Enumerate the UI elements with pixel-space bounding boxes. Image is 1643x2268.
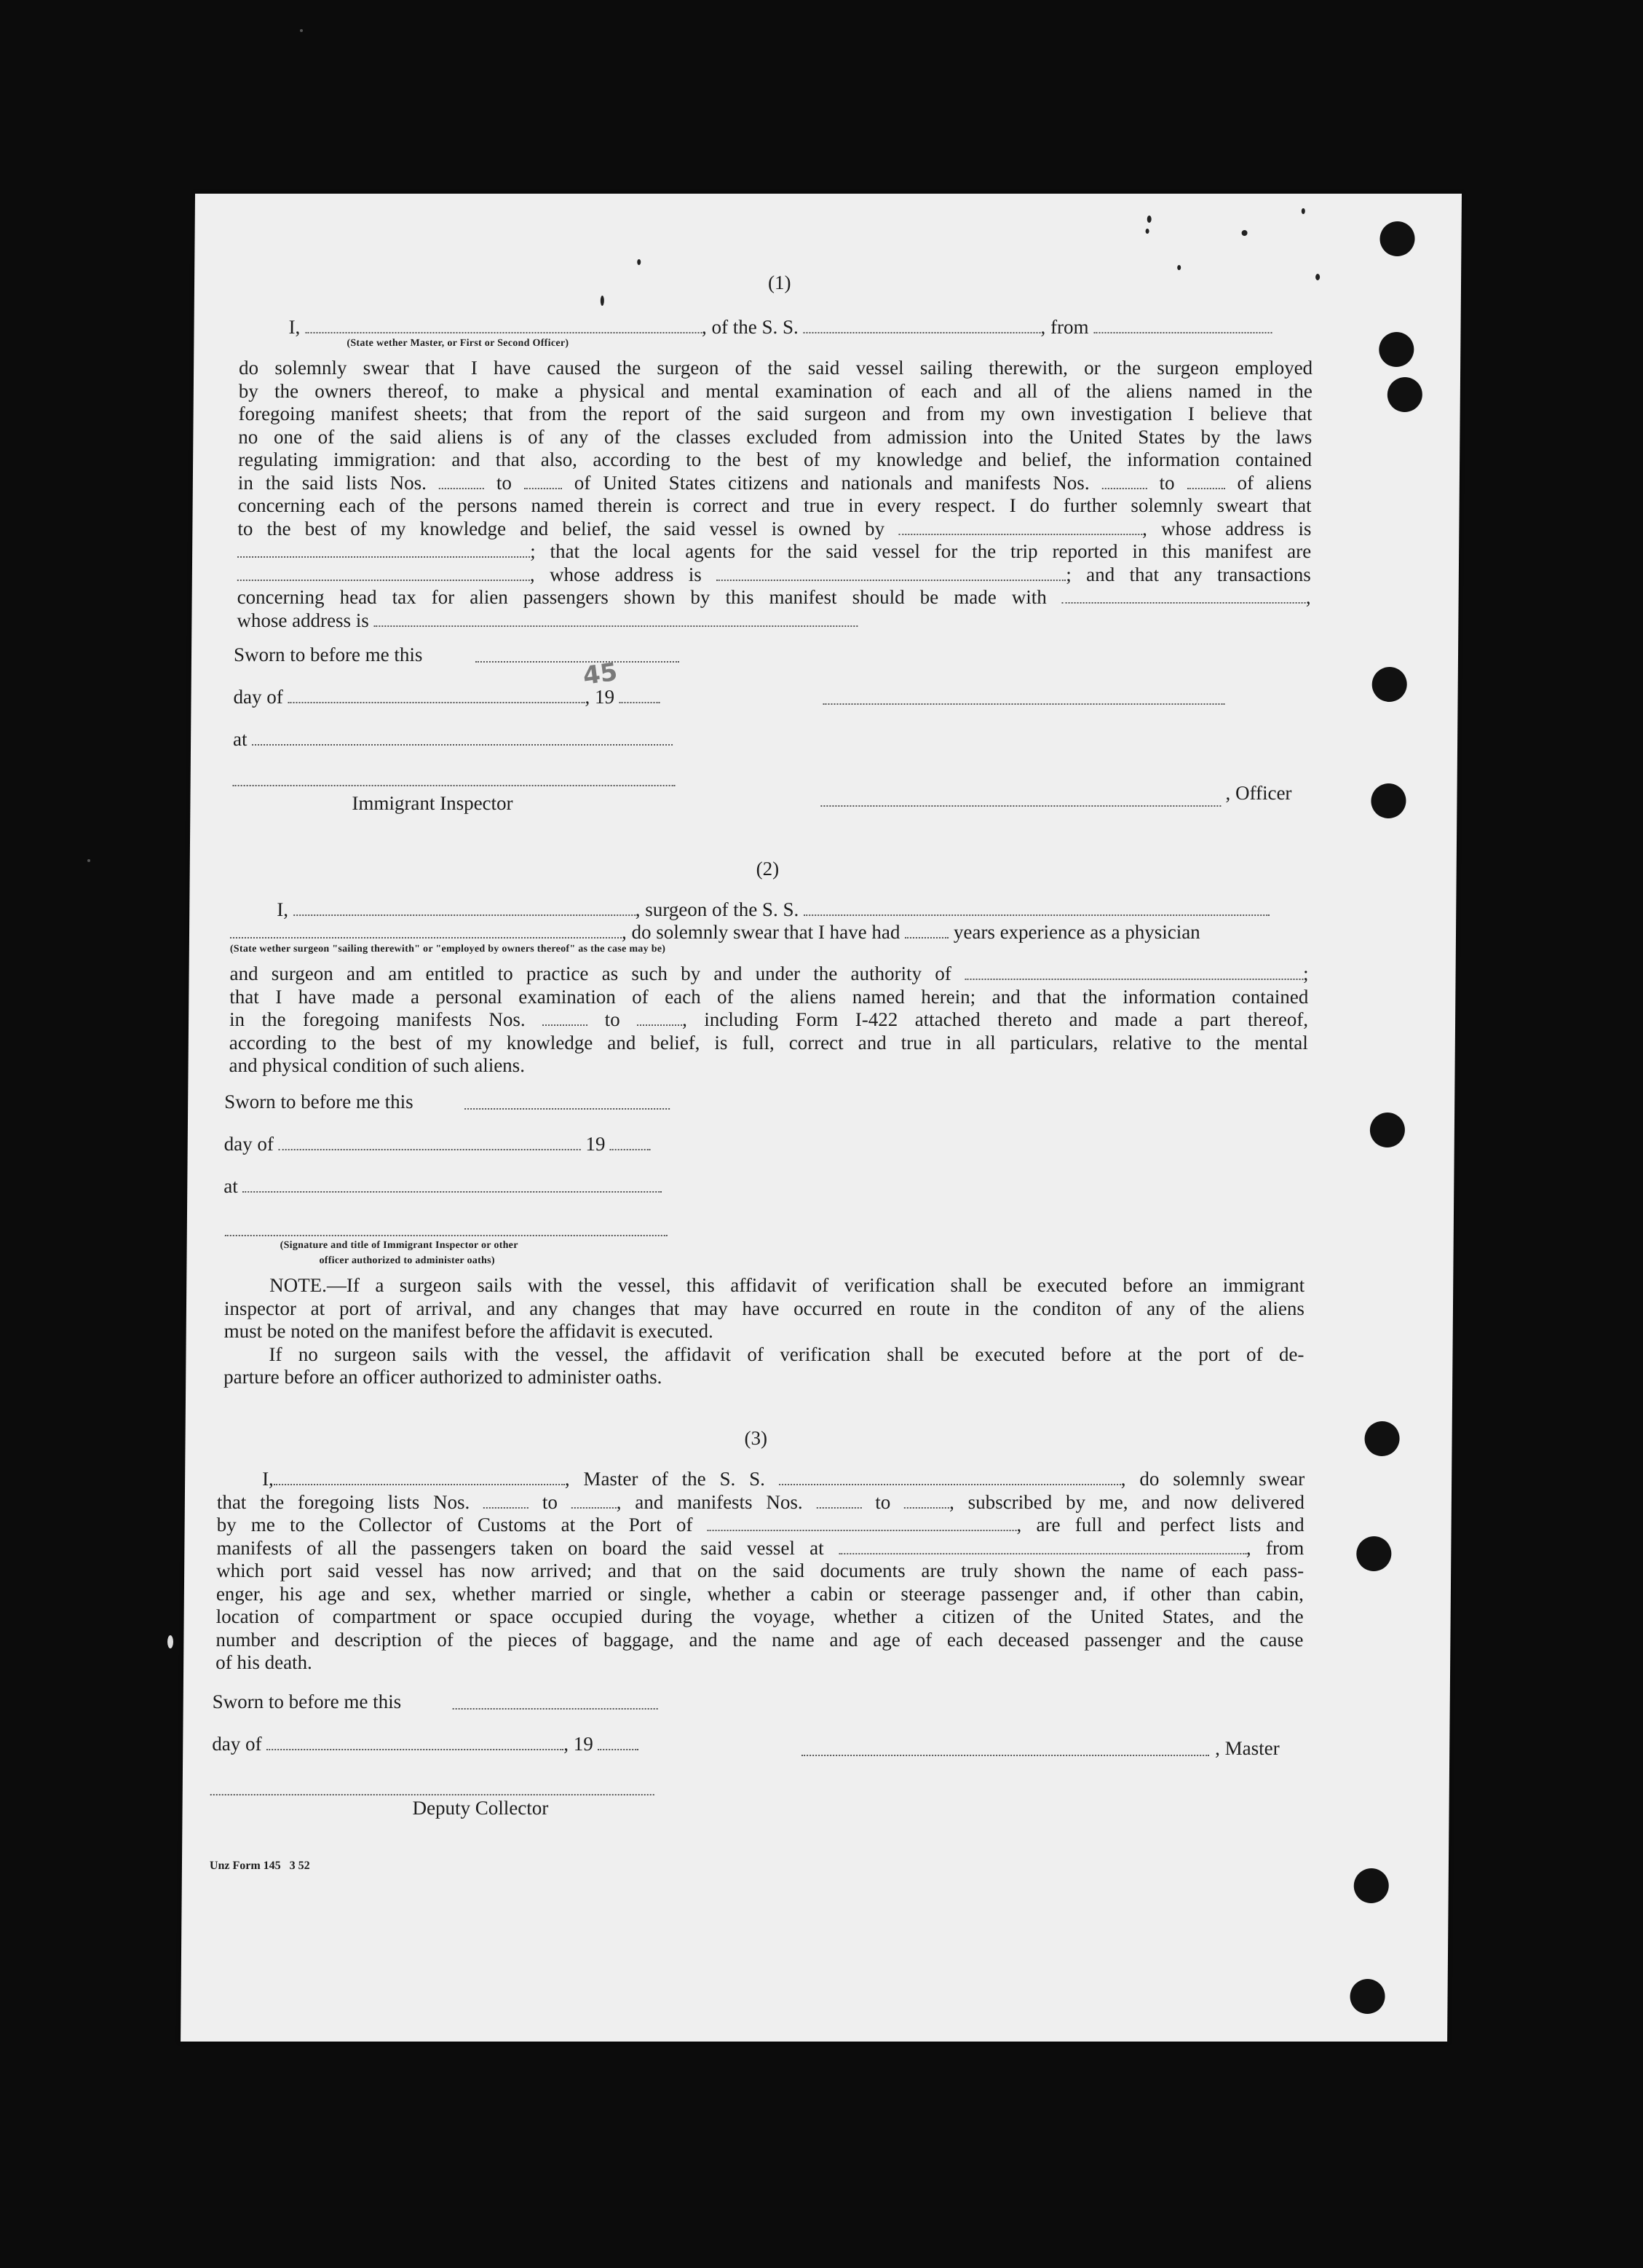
manifests-to-field-3[interactable]	[904, 1506, 949, 1509]
from-label: , from	[1040, 316, 1089, 338]
body-line	[229, 963, 1308, 986]
year-label: , 19	[563, 1733, 593, 1755]
head-tax-party-field[interactable]	[1062, 601, 1306, 604]
year-label: 19	[585, 1133, 606, 1155]
month-field-2[interactable]	[279, 1147, 581, 1150]
speck	[300, 29, 303, 32]
body-line	[237, 586, 1311, 609]
stamp-number: 45	[581, 657, 619, 692]
section-1-body	[237, 357, 1313, 632]
surgeon-of-label: , surgeon of the S. S.	[635, 898, 799, 920]
head-tax-address-field[interactable]	[374, 624, 858, 627]
master-label: , Master	[1215, 1737, 1280, 1759]
year-label: , 19	[585, 686, 615, 708]
master-of-label: , Master of the S. S.	[564, 1468, 766, 1490]
manifests-nos-label: in the foregoing manifests Nos.	[229, 1008, 526, 1030]
body-line: number and description of the pieces of baggage, and the name and age of each deceased passenger and the cause	[215, 1628, 1304, 1651]
i-label: I,	[288, 316, 301, 338]
years-experience-label: years experience as a physician	[953, 921, 1200, 943]
of-aliens-label: of aliens	[1237, 471, 1313, 494]
from-label: , from	[1246, 1536, 1304, 1559]
at-text: at	[232, 728, 248, 750]
month-field-1[interactable]	[288, 700, 585, 703]
embarkation-port-field[interactable]	[839, 1552, 1246, 1554]
place-field-1[interactable]	[252, 743, 673, 746]
inspector-signature-field-2[interactable]	[225, 1235, 668, 1236]
section-2-line-2	[230, 921, 1200, 944]
body-line	[217, 1491, 1304, 1514]
year-field-3[interactable]	[598, 1747, 638, 1750]
binder-hole	[1387, 377, 1422, 412]
manifests-from-field-3[interactable]	[816, 1506, 861, 1509]
to-label: to	[604, 1008, 620, 1030]
body-line: by the owners thereof, to make a physical and mental examination of each and all of the aliens named in the	[238, 379, 1313, 402]
manifest-from-field-2[interactable]	[542, 1023, 587, 1026]
body-line: which port said vessel has now arrived; and that on the said documents are truly shown the name of each pass-	[216, 1560, 1304, 1581]
citizens-manifests-label: of United States citizens and nationals and manifests Nos.	[574, 471, 1090, 494]
body-line: location of compartment or space occupied during the voyage, whether a citizen of the United States, and the	[215, 1605, 1304, 1627]
sworn-date-field-1[interactable]	[475, 661, 679, 663]
binder-hole	[1370, 1113, 1405, 1147]
body-line: regulating immigration: and that also, according to the best of my knowledge and belief, the information contained	[238, 449, 1313, 470]
binder-hole	[1364, 1421, 1399, 1456]
body-line: enger, his age and sex, whether married or single, whether a cabin or steerage passenger and, if other than cabin,	[215, 1582, 1304, 1605]
to-label: to	[875, 1490, 891, 1513]
local-agents-label: ; that the local agents for the said vessel for the trip reported in this manifest are	[530, 540, 1312, 562]
body-line	[237, 518, 1311, 541]
officer-label: , Officer	[1225, 782, 1292, 804]
officer-rank-field[interactable]	[305, 331, 702, 333]
sworn-label-2: Sworn to before me this	[224, 1091, 413, 1113]
agents-field[interactable]	[237, 578, 530, 581]
section-3-heading: (3)	[744, 1427, 768, 1449]
surgeon-status-note: (State wether surgeon "sailing therewith" or "employed by owners thereof" as the case may be)	[229, 944, 666, 955]
year-field-2[interactable]	[610, 1147, 651, 1150]
full-lists-label: , are full and perfect lists and	[1016, 1514, 1304, 1536]
to-label: to	[542, 1490, 558, 1513]
of-the-ss-label: , of the S. S.	[701, 316, 799, 338]
binder-hole	[1350, 1979, 1385, 2014]
sworn-date-field-3[interactable]	[453, 1708, 658, 1710]
lists-to-field[interactable]	[524, 486, 562, 489]
at-label-2	[223, 1175, 662, 1198]
sworn-date-field-2[interactable]	[464, 1108, 670, 1110]
day-of-text: day of	[212, 1733, 262, 1755]
note-line: NOTE.—If a surgeon sails with the vessel, this affidavit of verification shall be executed before an immigrant	[269, 1274, 1305, 1296]
speck	[601, 296, 604, 306]
subscribed-label: , subscribed by me, and now delivered	[949, 1490, 1305, 1513]
body-line: according to the best of my knowledge and belief, is full, correct and true in all particulars, relative to the mental	[229, 1031, 1308, 1054]
lists-nos-label: in the said lists Nos.	[237, 471, 427, 494]
month-field-3[interactable]	[266, 1747, 563, 1750]
body-line	[237, 540, 1311, 564]
speck	[1147, 216, 1152, 223]
owner-address-field[interactable]	[237, 555, 530, 558]
speck	[1177, 265, 1181, 270]
head-tax-label: concerning head tax for alien passengers shown by this manifest should be made with	[237, 586, 1047, 608]
comma: ,	[1305, 586, 1311, 608]
i-label: I,	[277, 898, 289, 920]
speck	[167, 1635, 173, 1648]
body-line: of his death.	[215, 1651, 313, 1673]
body-line: do solemnly swear that I have caused the surgeon of the said vessel sailing therewith, or the surgeon employed	[239, 357, 1313, 379]
signature-note-line-2: officer authorized to administer oaths)	[319, 1255, 495, 1266]
section-3-body	[215, 1468, 1304, 1675]
to-label: to	[1159, 471, 1175, 494]
day-of-label-2	[224, 1133, 652, 1155]
manifests-to-field[interactable]	[1187, 486, 1225, 489]
port-label: by me to the Collector of Customs at the Port of	[216, 1514, 693, 1536]
binder-hole	[1379, 221, 1414, 256]
manifests-nos-label: , and manifests Nos.	[616, 1490, 803, 1513]
body-line: and physical condition of such aliens.	[229, 1054, 526, 1076]
collector-signature-field[interactable]	[210, 1794, 654, 1795]
taken-on-board-label: manifests of all the passengers taken on board the said vessel at	[216, 1536, 824, 1559]
port-field[interactable]	[708, 1528, 1017, 1531]
lists-from-field[interactable]	[439, 486, 484, 489]
transactions-label: ; and that any transactions	[1066, 563, 1312, 585]
lists-from-field-3[interactable]	[483, 1506, 528, 1509]
form-number: Unz Form 145 3 52	[209, 1860, 310, 1872]
semicolon: ;	[1302, 963, 1309, 984]
place-field-2[interactable]	[242, 1190, 662, 1193]
immigrant-inspector-label: Immigrant Inspector	[352, 792, 513, 814]
agents-address-field[interactable]	[716, 578, 1066, 581]
departure-port-field[interactable]	[1093, 331, 1272, 333]
surgeon-name-field[interactable]	[293, 913, 636, 916]
officer-name-field[interactable]	[820, 805, 1221, 807]
body-line	[229, 1008, 1308, 1032]
body-line: no one of the said aliens is of any of the classes excluded from admission into the United States by the laws	[238, 425, 1313, 448]
note-paragraph	[223, 1274, 1304, 1389]
body-line	[216, 1537, 1304, 1560]
body-line: that I have made a personal examination of each of the aliens named herein; and that the information contained	[229, 985, 1309, 1008]
section-2-heading: (2)	[756, 858, 780, 880]
note-line: If no surgeon sails with the vessel, the affidavit of verification shall be executed before at the port of de-	[269, 1343, 1304, 1365]
section-1-intro-line	[288, 316, 1272, 339]
master-name-field[interactable]	[274, 1482, 565, 1485]
manifests-from-field[interactable]	[1102, 486, 1147, 489]
solemnly-swear-label: , do solemnly swear that I have had	[621, 921, 900, 943]
signature-note-line-1: (Signature and title of Immigrant Inspector or other	[280, 1240, 518, 1251]
binder-hole	[1379, 332, 1414, 367]
solemnly-swear-label: , do solemnly swear	[1120, 1468, 1305, 1490]
owner-field[interactable]	[898, 532, 1142, 535]
master-signature-field[interactable]	[801, 1755, 1209, 1756]
section-2-intro-line	[277, 898, 1270, 921]
section-1-heading: (1)	[767, 272, 791, 293]
years-field[interactable]	[905, 936, 949, 939]
binder-hole	[1354, 1868, 1389, 1903]
lists-to-field-3[interactable]	[571, 1506, 617, 1509]
whose-address-label: , whose address is	[1142, 517, 1312, 540]
body-line: foregoing manifest sheets; that from the report of the said surgeon and from my own investigation I believe that	[238, 403, 1313, 424]
form-i-422-label: , including Form I-422 attached thereto and made a part thereof,	[682, 1008, 1309, 1030]
at-label-1	[233, 728, 673, 751]
authority-field[interactable]	[965, 977, 1303, 980]
section-2-body	[229, 963, 1308, 1078]
speck	[87, 859, 90, 862]
at-text: at	[223, 1175, 238, 1197]
note-line: must be noted on the manifest before the affidavit is executed.	[223, 1320, 713, 1342]
note-line: parture before an officer authorized to administer oaths.	[223, 1366, 662, 1388]
binder-hole	[1372, 667, 1407, 702]
inspector-signature-field[interactable]	[233, 785, 676, 786]
vessel-name-field-2[interactable]	[804, 913, 1270, 916]
speck	[637, 259, 641, 265]
day-of-text: day of	[233, 686, 283, 708]
whose-address-label: , whose address is	[529, 563, 702, 585]
day-of-text: day of	[223, 1133, 274, 1155]
note-line: inspector at port of arrival, and any changes that may have occurred en route in the conditon of any of the aliens	[223, 1297, 1305, 1319]
surgeon-status-field[interactable]	[230, 936, 622, 939]
manifest-to-field-2[interactable]	[637, 1023, 682, 1026]
sworn-label-3: Sworn to before me this	[212, 1691, 402, 1712]
binder-hole	[1371, 783, 1406, 818]
manifest-affidavit-page	[181, 194, 1462, 2042]
speck	[1315, 274, 1320, 280]
to-label: to	[496, 471, 512, 494]
body-line	[237, 609, 1310, 633]
sworn-label-1: Sworn to before me this	[233, 644, 423, 665]
speck	[1146, 229, 1149, 234]
body-line: concerning each of the persons named therein is correct and true in every respect. I do further solemnly sweart that	[237, 494, 1312, 516]
body-line	[237, 564, 1311, 587]
lists-nos-label: that the foregoing lists Nos.	[216, 1490, 470, 1513]
vessel-name-field[interactable]	[804, 331, 1041, 333]
vessel-name-field-3[interactable]	[779, 1482, 1121, 1485]
officer-signature-field[interactable]	[823, 703, 1224, 705]
deputy-collector-label: Deputy Collector	[412, 1797, 549, 1819]
body-line	[238, 472, 1312, 495]
day-of-label-1	[233, 686, 660, 708]
body-line	[217, 1468, 1304, 1491]
body-line	[217, 1514, 1304, 1537]
year-field-1[interactable]	[619, 700, 660, 703]
i-label: I,	[262, 1468, 274, 1490]
authority-label: and surgeon and am entitled to practice as such by and under the authority of	[229, 963, 951, 984]
owned-by-label: to the best of my knowledge and belief, the said vessel is owned by	[237, 517, 885, 540]
whose-address-label: whose address is	[237, 609, 370, 631]
speck	[1302, 208, 1305, 214]
officer-rank-note: (State wether Master, or First or Second Officer)	[347, 338, 569, 349]
binder-hole	[1356, 1536, 1391, 1571]
day-of-label-3	[212, 1733, 638, 1755]
speck	[1242, 230, 1248, 236]
